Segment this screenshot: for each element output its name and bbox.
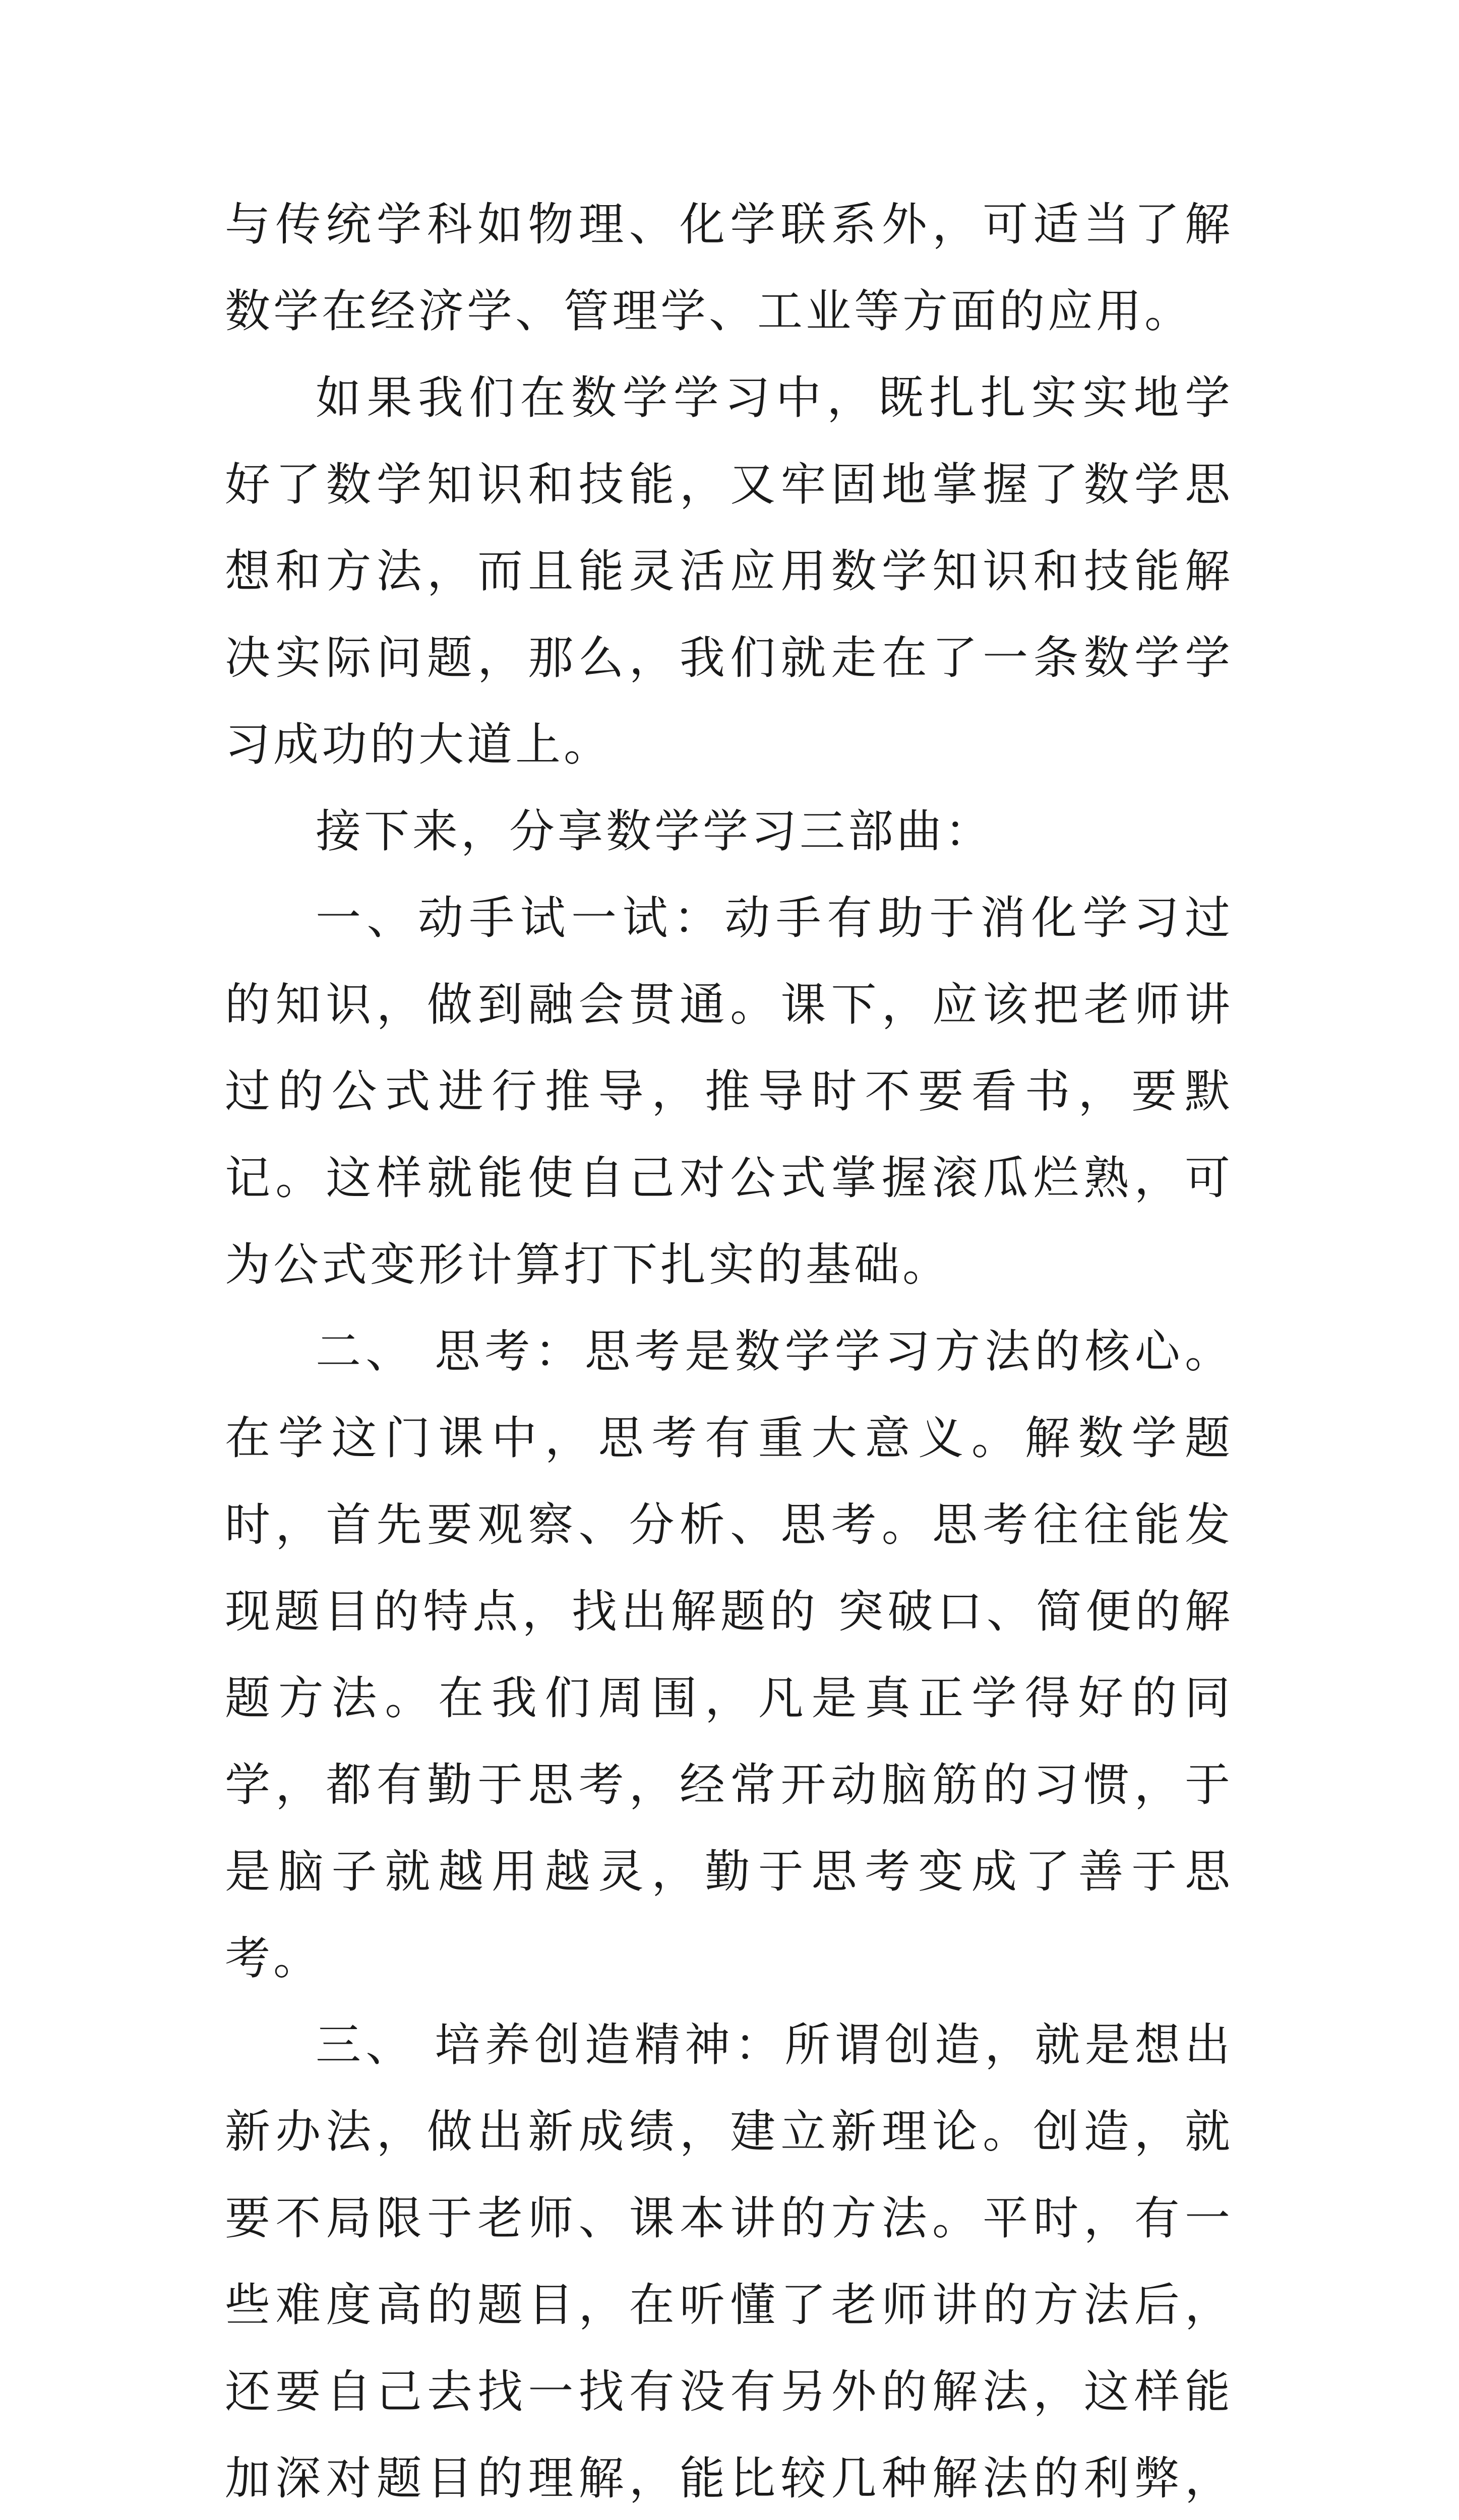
paragraph-intro-three-steps: 接下来，分享数学学习三部曲： <box>316 805 993 858</box>
paragraph-step-three: 三、 培养创造精神：所谓创造，就是想出新办法，做出新成绩，建立新理论。创造，就要不局限于老师、课本讲的方法。平时，有一些难度高的题目，在听懂了老师讲的方法后，还要自己去找一找有没有另外的解法，这样能加深对题目的理解，能比较几种解法的利弊， <box>225 2019 1233 2505</box>
paragraph-summary: 如果我们在数学学习中，既扎扎实实地学好了数学知识和技能，又牢固地掌握了数学思想和方法，而且能灵活应用数学知识和技能解决实际问题，那么，我们就走在了一条数学学习成功的大道上。 <box>225 371 1233 771</box>
paragraph-step-two: 二、 思考：思考是数学学习方法的核心。在学这门课中，思考有重大意义。解数学题时，首先要观察、分析、思考。思考往往能发现题目的特点，找出解题的 突破口、简便的解题方法。在我们周围，凡是真正学得好的同学，都有勤于思考，经常开动脑筋的习惯，于是脑子就越用越灵，勤于思考变成了善于思考。 <box>225 1325 1233 1985</box>
paragraph-continuation: 与传统学科如物理、化学联系外，可适当了解数学在经济学、管理学、工业等方面的应用。 <box>225 198 1233 338</box>
body-text <box>225 181 1233 2520</box>
paragraph-step-one: 一、动手试一试：动手有助于消化学习过的知识，做到融会贯通。课下，应该把老师讲过的公式进行推导，推导时不要看书，要默记。这样就能使自己对公式掌握滚瓜烂熟，可为公式变形计算打下扎实的基础。 <box>225 892 1233 1291</box>
